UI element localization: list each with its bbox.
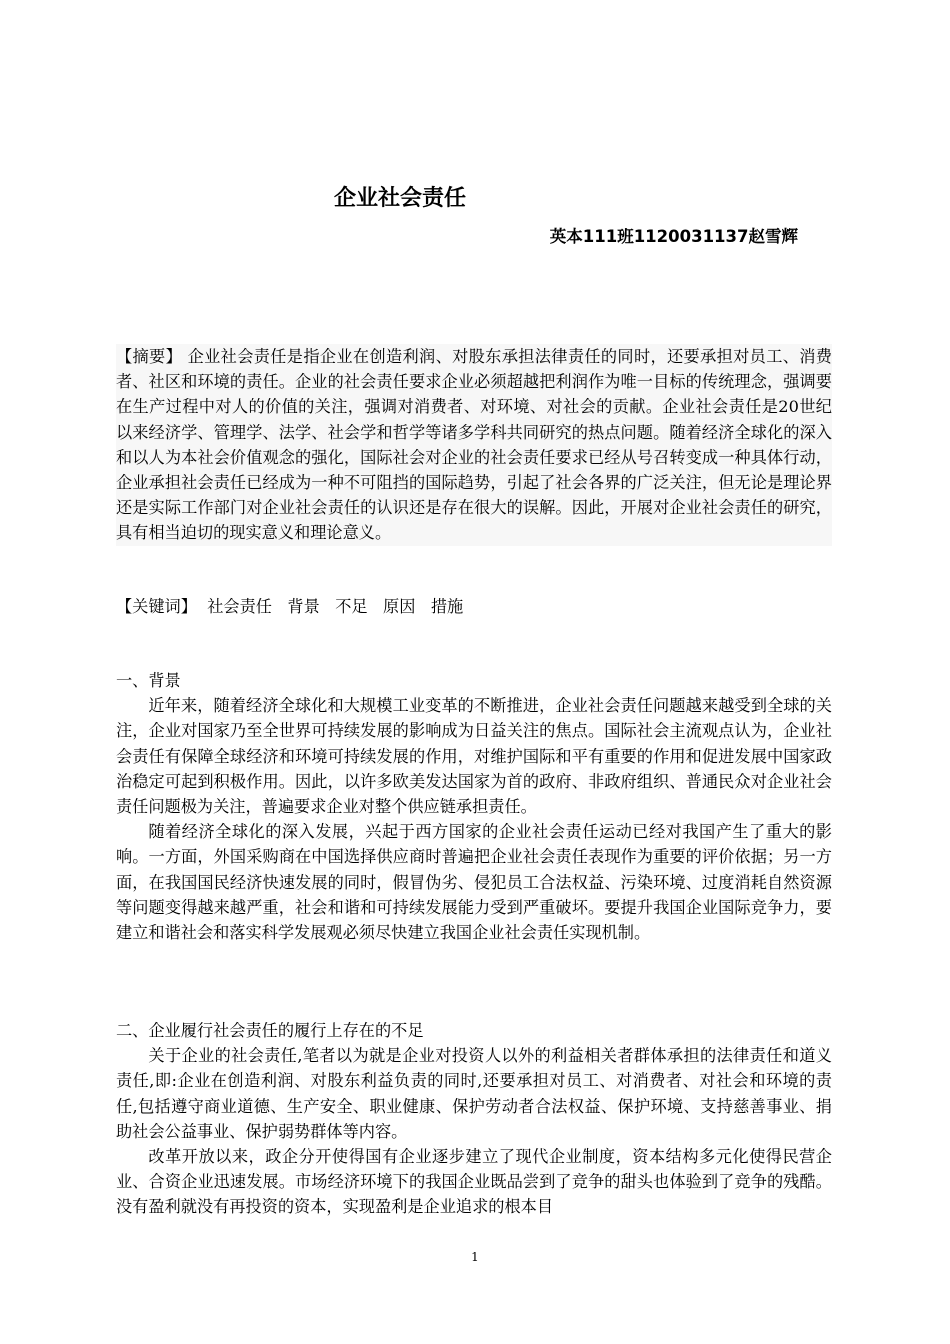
keyword: 社会责任: [207, 597, 272, 616]
paragraph: 随着经济全球化的深入发展，兴起于西方国家的企业社会责任运动已经对我国产生了重大的影响。一方面，外国采购商在中国选择供应商时普遍把企业社会责任表现作为重要的评价依据；另一方面，在我国国民经济快速发展的同时，假冒伪劣、侵犯员工合法权益、污染环境、过度消耗自然资源等问题变得越来越严重，社会和谐和可持续发展能力受到严重破坏。要提升我国企业国际竞争力，要建立和谐社会和落实科学发展观必须尽快建立我国企业社会责任实现机制。: [116, 822, 832, 943]
page-number: 1: [471, 1250, 479, 1264]
abstract-text: 企业社会责任是指企业在创造利润、对股东承担法律责任的同时，还要承担对员工、消费者、社区和环境的责任。企业的社会责任要求企业必须超越把利润作为唯一目标的传统理念，强调要在生产过程中对人的价值的关注，强调对消费者、对环境、对社会的贡献。企业社会责任是20世纪以来经济学、管理学、法学、社会学和哲学等诸多学科共同研究的热点问题。随着经济全球化的深入和以人为本社会价值观念的强化，国际社会对企业的社会责任要求已经从号召转变成一种具体行动，企业承担社会责任已经成为一种不可阻挡的国际趋势，引起了社会各界的广泛关注，但无论是理论界还是实际工作部门对企业社会责任的认识还是存在很大的误解。因此，开展对企业社会责任的研究，具有相当迫切的现实意义和理论意义。: [116, 347, 832, 543]
section-heading: 一、背景: [116, 671, 181, 690]
paragraph: 关于企业的社会责任,笔者以为就是企业对投资人以外的利益相关者群体承担的法律责任和道义责任,即:企业在创造利润、对股东利益负责的同时,还要承担对员工、对消费者、对社会和环境的责任,包括遵守商业道德、生产安全、职业健康、保护劳动者合法权益、保护环境、支持慈善事业、捐助社会公益事业、保护弱势群体等内容。: [116, 1046, 832, 1141]
author-line: 英本111班1120031137赵雪辉: [549, 227, 798, 246]
keywords-label: 【关键词】: [116, 597, 197, 616]
keywords-line: [116, 594, 832, 619]
document-title: 企业社会责任: [333, 186, 466, 211]
section-background: [116, 668, 832, 945]
paragraph: 近年来，随着经济全球化和大规模工业变革的不断推进，企业社会责任问题越来越受到全球的关注，企业对国家乃至全世界可持续发展的影响成为日益关注的焦点。国际社会主流观点认为，企业社会责任有保障全球经济和环境可持续发展的作用，对维护国际和平有重要的作用和促进发展中国家政治稳定可起到积极作用。因此，以许多欧美发达国家为首的政府、非政府组织、普通民众对企业社会责任问题极为关注，普遍要求企业对整个供应链承担责任。: [116, 696, 832, 817]
abstract-label: 【摘要】: [116, 347, 183, 366]
section-shortcomings: [116, 1018, 832, 1220]
keyword: 原因: [383, 597, 416, 616]
keyword: 背景: [287, 597, 320, 616]
keyword: 措施: [430, 597, 464, 616]
paragraph: 改革开放以来，政企分开使得国有企业逐步建立了现代企业制度，资本结构多元化使得民营企业、合资企业迅速发展。市场经济环境下的我国企业既品尝到了竞争的甜头也体验到了竞争的残酷。没有盈利就没有再投资的资本，实现盈利是企业追求的根本目: [116, 1147, 832, 1217]
keyword: 不足: [335, 597, 368, 616]
section-heading: 二、企业履行社会责任的履行上存在的不足: [116, 1021, 424, 1040]
abstract-block: [116, 344, 832, 546]
